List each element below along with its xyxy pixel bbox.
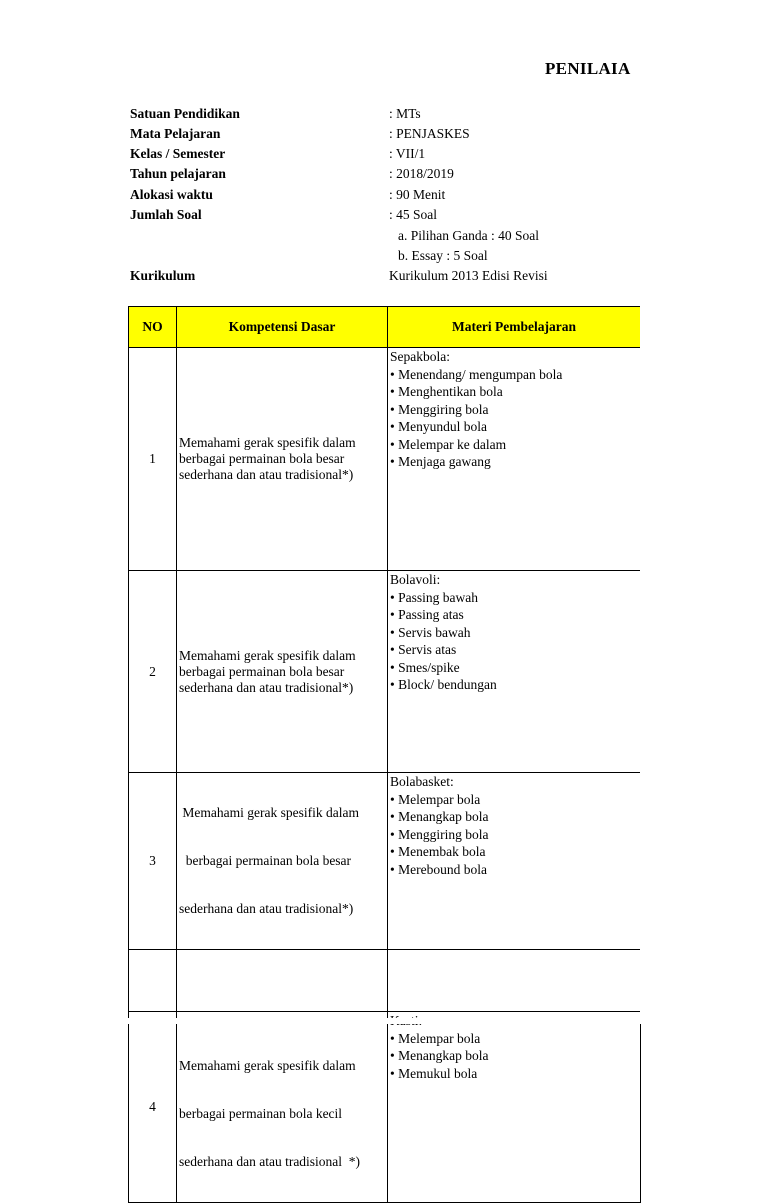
materi-item: • Passing bawah — [390, 589, 640, 607]
row-no — [129, 950, 177, 1012]
kd-line: sederhana dan atau tradisional*) — [179, 679, 354, 695]
header-no: NO — [129, 307, 177, 348]
row-kd — [177, 1012, 388, 1203]
materi-item: • Menjaga gawang — [390, 453, 640, 471]
row-no: 1 — [129, 348, 177, 571]
kd-line: berbagai permainan bola kecil — [179, 1106, 343, 1121]
kd-line: berbagai permainan bola besar — [179, 451, 345, 466]
materi-item: • Menghentikan bola — [390, 383, 640, 401]
row-materi — [388, 773, 641, 950]
row-kd — [177, 773, 388, 950]
kisi-table — [128, 306, 641, 1203]
row-no: 2 — [129, 571, 177, 773]
materi-item: • Menembak bola — [390, 843, 640, 861]
info-label-kelas: Kelas / Semester — [130, 146, 226, 161]
kd-line: Memahami gerak spesifik dalam — [179, 647, 356, 663]
row-no: 3 — [129, 773, 177, 950]
materi-item: • Menendang/ mengumpan bola — [390, 366, 640, 384]
header-kompetensi: Kompetensi Dasar — [177, 307, 388, 348]
row-materi — [388, 950, 641, 1012]
materi-title: Bolavoli: — [390, 572, 441, 587]
kd-line: berbagai permainan bola besar — [179, 663, 345, 679]
materi-title: Sepakbola: — [390, 349, 450, 364]
kd-line: sederhana dan atau tradisional*) — [179, 467, 354, 482]
table-row — [129, 348, 641, 571]
row-materi — [388, 571, 641, 773]
table-header-row — [129, 307, 641, 348]
kd-line: Memahami gerak spesifik dalam — [179, 805, 359, 820]
info-label-kurikulum: Kurikulum — [130, 268, 196, 283]
kd-line: Memahami gerak spesifik dalam — [179, 1058, 356, 1073]
table-row — [129, 1012, 641, 1203]
kd-line: berbagai permainan bola besar — [179, 853, 352, 868]
materi-item: • Servis bawah — [390, 624, 640, 642]
table-row — [129, 571, 641, 773]
row-materi — [388, 1012, 641, 1203]
header-materi: Materi Pembelajaran — [388, 307, 641, 348]
info-value-alokasi: : 90 Menit — [389, 187, 446, 202]
materi-item: • Menangkap bola — [390, 808, 640, 826]
materi-item: • Melempar bola — [390, 1030, 640, 1048]
table-row — [129, 773, 641, 950]
row-no: 4 — [129, 1012, 177, 1203]
soal-detail-essay: b. Essay : 5 Soal — [398, 248, 488, 263]
info-value-jumlah: : 45 Soal — [389, 207, 438, 222]
info-label-satuan: Satuan Pendidikan — [130, 106, 240, 121]
kd-line: Memahami gerak spesifik dalam — [179, 435, 356, 450]
kd-line: sederhana dan atau tradisional *) — [179, 1154, 361, 1169]
materi-item: • Menyundul bola — [390, 418, 640, 436]
soal-detail-pg: a. Pilihan Ganda : 40 Soal — [398, 228, 539, 243]
materi-item: • Melempar bola — [390, 791, 640, 809]
materi-item: • Memukul bola — [390, 1065, 640, 1083]
table-row-empty — [129, 950, 641, 1012]
materi-item: • Block/ bendungan — [390, 676, 640, 694]
info-value-kelas: : VII/1 — [389, 146, 426, 161]
info-value-satuan: : MTs — [389, 106, 421, 121]
materi-item: • Menggiring bola — [390, 826, 640, 844]
row-kd — [177, 571, 388, 773]
info-value-tahun: : 2018/2019 — [389, 166, 454, 181]
materi-title: Bolabasket: — [390, 774, 454, 789]
info-label-jumlah: Jumlah Soal — [130, 207, 202, 222]
page-crop-bottom — [0, 1018, 768, 1024]
page-crop-right — [640, 0, 768, 1024]
materi-item: • Passing atas — [390, 606, 640, 624]
info-label-mapel: Mata Pelajaran — [130, 126, 221, 141]
materi-item: • Melempar ke dalam — [390, 436, 640, 454]
info-value-mapel: : PENJASKES — [389, 126, 470, 141]
page-title: PENILAIA — [545, 59, 631, 78]
materi-item: • Servis atas — [390, 641, 640, 659]
materi-item: • Menangkap bola — [390, 1047, 640, 1065]
row-materi — [388, 348, 641, 571]
info-label-tahun: Tahun pelajaran — [130, 166, 226, 181]
row-kd — [177, 348, 388, 571]
kd-line: sederhana dan atau tradisional*) — [179, 901, 354, 916]
row-kd — [177, 950, 388, 1012]
info-label-alokasi: Alokasi waktu — [130, 187, 213, 202]
info-value-kurikulum: Kurikulum 2013 Edisi Revisi — [389, 268, 548, 283]
materi-item: • Merebound bola — [390, 861, 640, 879]
materi-item: • Menggiring bola — [390, 401, 640, 419]
materi-item: • Smes/spike — [390, 659, 640, 677]
